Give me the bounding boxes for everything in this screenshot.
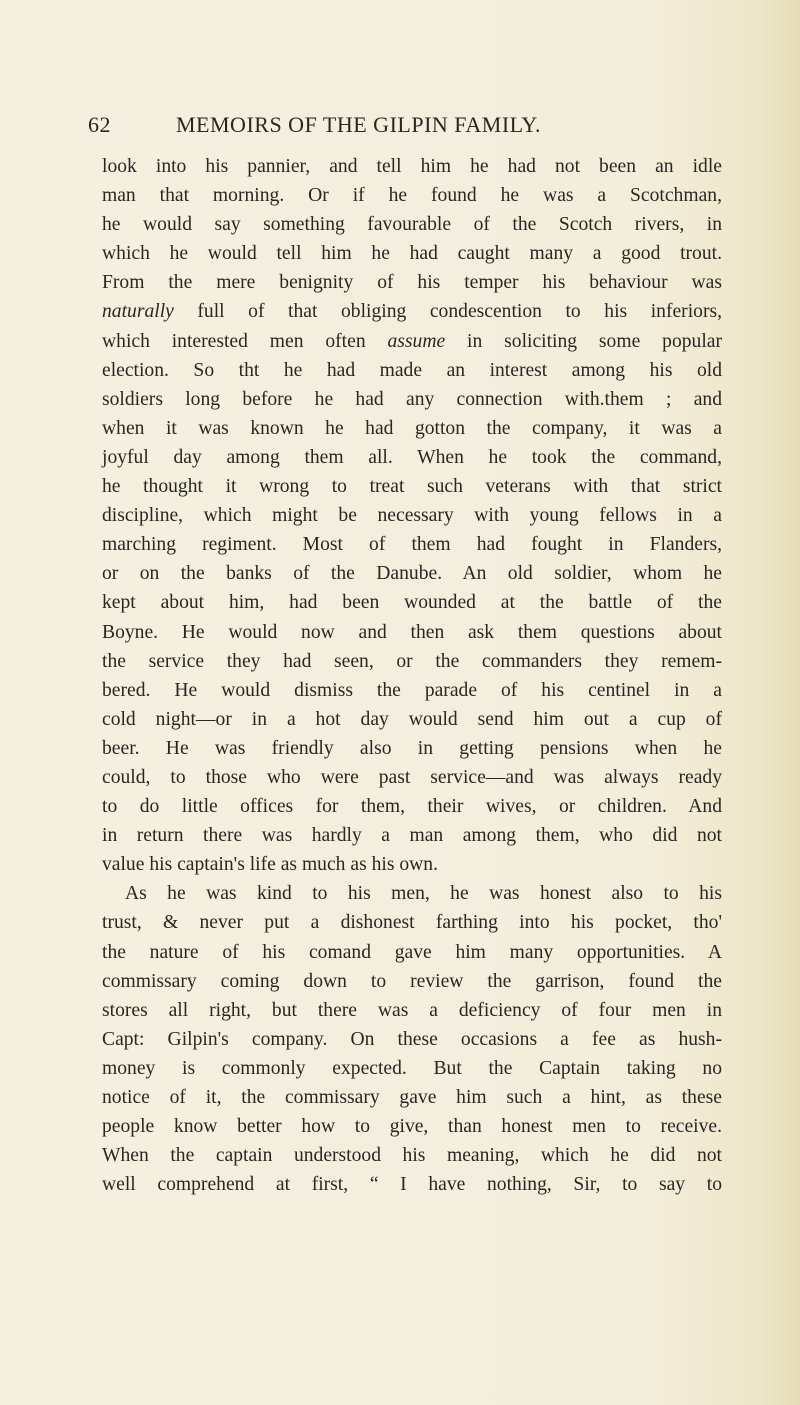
text-line: kept about him, had been wounded at the battle of the <box>102 592 722 614</box>
text-line: the service they had seen, or the commanders they remem- <box>102 650 722 672</box>
text-fragment: full of that obliging condescention to his inferiors, <box>173 301 722 323</box>
text-line: cold night—or in a hot day would send him out a cup of <box>102 708 722 730</box>
text-line-with-italic <box>102 297 722 326</box>
text-fragment: in soliciting some popular <box>445 330 723 352</box>
text-line: When the captain understood his meaning, which he did not <box>102 1145 722 1167</box>
text-line: discipline, which might be necessary with young fellows in a <box>102 505 722 527</box>
text-fragment: which interested men often <box>102 330 388 352</box>
text-line: look into his pannier, and tell him he had not been an idle <box>102 156 722 177</box>
text-line: election. So tht he had made an interest among his old <box>102 359 722 381</box>
text-line: he thought it wrong to treat such veterans with that strict <box>102 476 722 498</box>
text-line: people know better how to give, than honest men to receive. <box>102 1116 722 1138</box>
text-line: money is commonly expected. But the Captain taking no <box>102 1057 722 1079</box>
text-line: stores all right, but there was a deficiency of four men in <box>102 999 722 1021</box>
text-line: could, to those who were past service—and was always ready <box>102 766 722 788</box>
text-line: bered. He would dismiss the parade of his centinel in a <box>102 679 722 701</box>
text-line-with-italic <box>102 327 722 356</box>
text-line: Boyne. He would now and then ask them questions about <box>102 621 722 643</box>
text-line: or on the banks of the Danube. An old soldier, whom he <box>102 563 722 585</box>
text-line: well comprehend at first, “ I have nothing, Sir, to say to <box>102 1174 722 1196</box>
text-line: man that morning. Or if he found he was a Scotchman, <box>102 185 722 207</box>
text-line: to do little offices for them, their wives, or children. And <box>102 796 722 818</box>
page-number: 62 <box>88 112 111 137</box>
text-line: marching regiment. Most of them had fought in Flanders, <box>102 534 722 556</box>
text-line: which he would tell him he had caught many a good trout. <box>102 243 722 265</box>
text-line: commissary coming down to review the garrison, found the <box>102 970 722 992</box>
running-title: MEMOIRS OF THE GILPIN FAMILY. <box>176 112 541 137</box>
text-line: joyful day among them all. When he took the command, <box>102 446 722 468</box>
page-header <box>88 112 708 142</box>
text-line: Capt: Gilpin's company. On these occasions a fee as hush- <box>102 1028 722 1050</box>
text-line-paragraph-start: As he was kind to his men, he was honest also to his <box>125 883 722 905</box>
text-line: beer. He was friendly also in getting pensions when he <box>102 737 722 759</box>
text-line: the nature of his comand gave him many opportunities. A <box>102 941 722 963</box>
text-line: trust, & never put a dishonest farthing into his pocket, tho' <box>102 912 722 934</box>
italic-word: naturally <box>102 301 174 323</box>
text-line: From the mere benignity of his temper his behaviour was <box>102 272 722 294</box>
text-line: notice of it, the commissary gave him such a hint, as these <box>102 1087 722 1108</box>
text-line-paragraph-end: value his captain's life as much as his own. <box>102 854 439 876</box>
text-line: he would say something favourable of the Scotch rivers, in <box>102 214 722 236</box>
text-line: when it was known he had gotton the company, it was a <box>102 417 722 439</box>
text-line: in return there was hardly a man among them, who did not <box>102 825 722 847</box>
body-text <box>102 152 722 1199</box>
italic-word: assume <box>387 330 446 352</box>
text-line: soldiers long before he had any connection with.them ; and <box>102 388 722 410</box>
